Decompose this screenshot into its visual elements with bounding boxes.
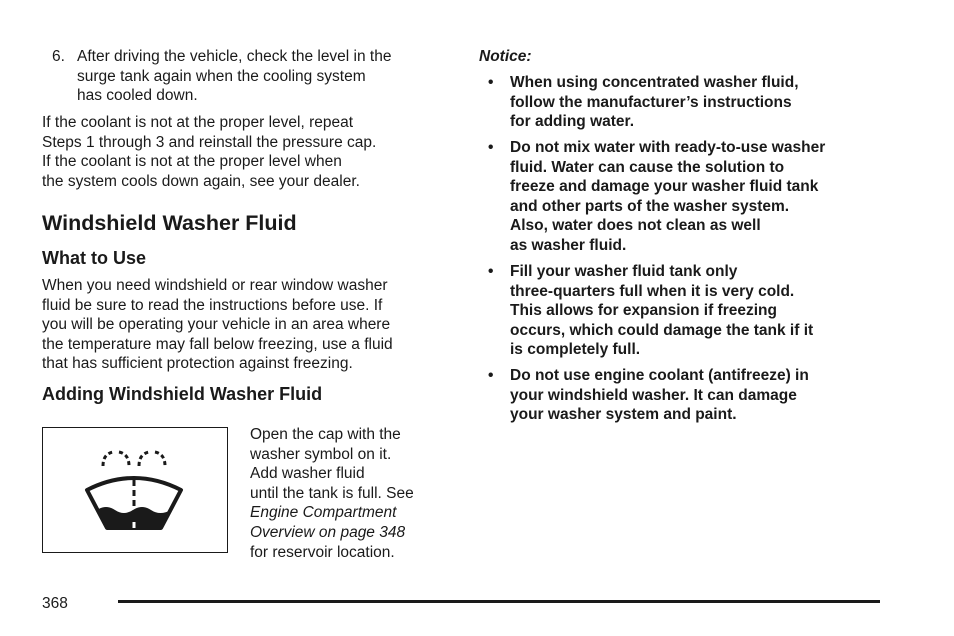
bullet-glyph: • bbox=[488, 263, 494, 280]
paragraph-line: the temperature may fall below freezing, use a fluid bbox=[42, 335, 393, 353]
bullet-line: as washer fluid. bbox=[510, 236, 627, 254]
bullet-line: is completely full. bbox=[510, 341, 641, 359]
caption-line: for reservoir location. bbox=[250, 543, 395, 561]
step-line: After driving the vehicle, check the level in the bbox=[77, 48, 392, 65]
bullet-line: follow the manufacturer’s instructions bbox=[510, 93, 792, 111]
windshield-washer-icon bbox=[43, 428, 226, 551]
caption-line: Add washer fluid bbox=[250, 465, 365, 483]
bullet-line: When using concentrated washer fluid, bbox=[510, 74, 799, 91]
what-to-use-heading: What to Use bbox=[42, 248, 147, 268]
step-number: 6. bbox=[52, 48, 65, 65]
bullet-line: your windshield washer. It can damage bbox=[510, 386, 797, 404]
cross-reference-link[interactable]: Overview on page 348 bbox=[250, 523, 406, 541]
section-title: Windshield Washer Fluid bbox=[42, 211, 297, 235]
notice-label: Notice: bbox=[479, 48, 532, 65]
bullet-glyph: • bbox=[488, 74, 494, 91]
bullet-line: Also, water does not clean as well bbox=[510, 217, 761, 235]
coolant-paragraph bbox=[42, 113, 462, 191]
figure-caption bbox=[250, 425, 460, 562]
cross-reference-link[interactable]: Engine Compartment bbox=[250, 504, 397, 522]
bullet-line: three-quarters full when it is very cold. bbox=[510, 282, 795, 300]
bullet-line: your washer system and paint. bbox=[510, 406, 737, 424]
what-to-use-paragraph bbox=[42, 276, 462, 374]
bullet-line: Do not use engine coolant (antifreeze) in bbox=[510, 367, 809, 384]
bullet-line: This allows for expansion if freezing bbox=[510, 302, 777, 320]
caption-line: Open the cap with the bbox=[250, 426, 401, 443]
bullet-line: Do not mix water with ready-to-use washer bbox=[510, 139, 826, 156]
paragraph-line: fluid be sure to read the instructions before use. If bbox=[42, 296, 383, 314]
washer-symbol-figure bbox=[42, 427, 228, 553]
paragraph-line: you will be operating your vehicle in an area where bbox=[42, 316, 391, 334]
footer-rule bbox=[118, 600, 880, 603]
step-line: has cooled down. bbox=[77, 87, 198, 105]
bullet-line: occurs, which could damage the tank if it bbox=[510, 321, 814, 339]
bullet-glyph: • bbox=[488, 139, 494, 156]
bullet-line: fluid. Water can cause the solution to bbox=[510, 158, 785, 176]
bullet-line: Fill your washer fluid tank only bbox=[510, 263, 738, 280]
step-line: surge tank again when the cooling system bbox=[77, 67, 366, 85]
step-6 bbox=[52, 47, 452, 106]
bullet-glyph: • bbox=[488, 367, 494, 384]
paragraph-line: the system cools down again, see your dealer. bbox=[42, 172, 360, 190]
caption-line: washer symbol on it. bbox=[250, 445, 392, 463]
paragraph-line: If the coolant is not at the proper level, repeat bbox=[42, 114, 354, 131]
adding-washer-fluid-heading: Adding Windshield Washer Fluid bbox=[42, 384, 323, 404]
page-number: 368 bbox=[42, 595, 68, 612]
bullet-line: for adding water. bbox=[510, 113, 635, 131]
caption-line: until the tank is full. See bbox=[250, 484, 414, 502]
bullet-line: freeze and damage your washer fluid tank bbox=[510, 178, 819, 196]
paragraph-line: When you need windshield or rear window washer bbox=[42, 277, 388, 294]
paragraph-line: Steps 1 through 3 and reinstall the pressure cap. bbox=[42, 133, 377, 151]
paragraph-line: If the coolant is not at the proper level when bbox=[42, 153, 342, 171]
paragraph-line: that has sufficient protection against freezing. bbox=[42, 355, 353, 373]
bullet-line: and other parts of the washer system. bbox=[510, 197, 790, 215]
